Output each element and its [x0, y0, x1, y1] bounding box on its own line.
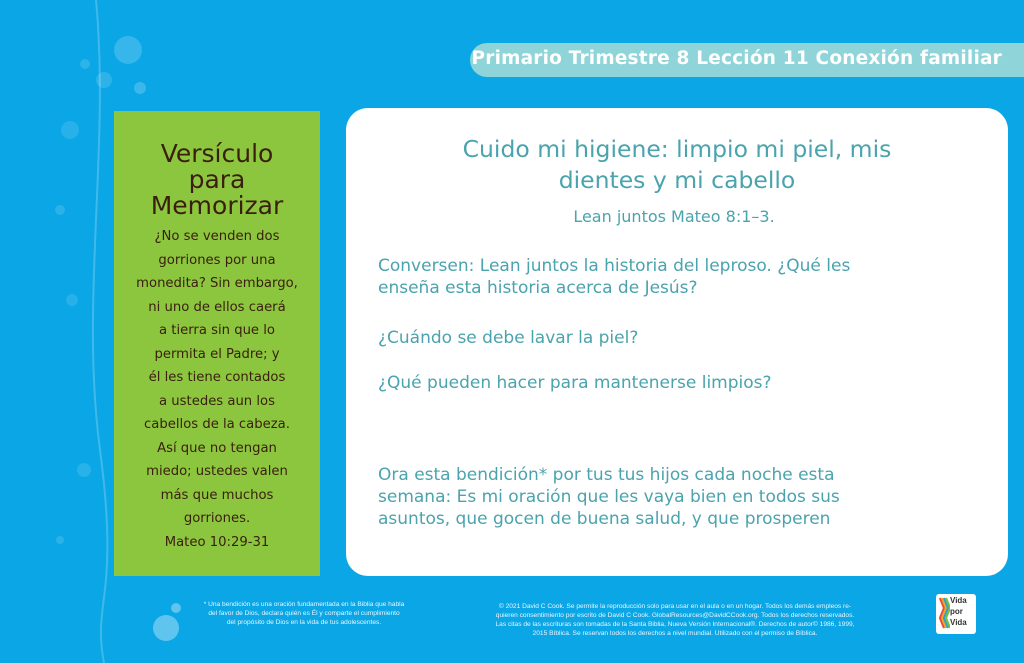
- logo-text: Vida por Vida: [950, 596, 967, 627]
- card-title: Cuido mi higiene: limpio mi piel, mis dientes y mi cabello: [462, 135, 892, 194]
- copyright-notice: © 2021 David C Cook. Se permite la reproducción solo para usar en el aula o en un hogar. Todos los demás empleos re- quieren consentimiento por escrito de David C Cook. GlobalResources@DavidCCook.org. Todos los derechos reservados. Las citas de las escrituras son tomadas de la Santa Biblia, Nueva Versión Internacional®. Derechos de autor© 1986, 1999, 2015 Bíblica. Se reservan todos los derechos a nivel mundial. Utilizado con el permiso de Bíblica.: [495, 603, 855, 637]
- blessing-footnote: * Una bendición es una oración fundamentada en la Biblia que habla del favor de Dios, declara quién es Él y comparte el cumplimiento del propósito de Dios en la vida de tus adolescentes.: [203, 601, 405, 626]
- lesson-header-title: Primario Trimestre 8 Lección 11 Conexión familiar: [471, 48, 1002, 69]
- discussion-paragraph: Conversen: Lean juntos la historia del leproso. ¿Qué les enseña esta historia acerca de Jesús?: [378, 256, 851, 298]
- lesson-card: [346, 108, 1008, 576]
- lesson-header: [470, 43, 1024, 77]
- memory-verse-title: Versículo para Memorizar: [150, 139, 284, 220]
- memory-verse-text: ¿No se venden dos gorriones por una monedita? Sin embargo, ni uno de ellos caerá a tierra sin que lo permita el Padre; y él les tiene contados a ustedes aun los cabellos de la cabeza. Así que no tengan miedo; ustedes valen más que muchos gorriones.: [136, 229, 298, 526]
- memory-verse-reference: Mateo 10:29-31: [164, 534, 270, 550]
- prayer-paragraph: Ora esta bendición* por tus tus hijos cada noche esta semana: Es mi oración que les vaya bien en todos sus asuntos, que gocen de buena salud, y que prosperen: [378, 465, 840, 529]
- memory-verse-box: [114, 111, 320, 576]
- question-clean: ¿Qué pueden hacer para mantenerse limpios?: [378, 373, 772, 393]
- question-skin: ¿Cuándo se debe lavar la piel?: [378, 328, 639, 348]
- card-subtitle: Lean juntos Mateo 8:1–3.: [573, 207, 775, 226]
- logo-stripes-icon: [936, 594, 950, 634]
- vida-por-vida-logo: [936, 594, 976, 634]
